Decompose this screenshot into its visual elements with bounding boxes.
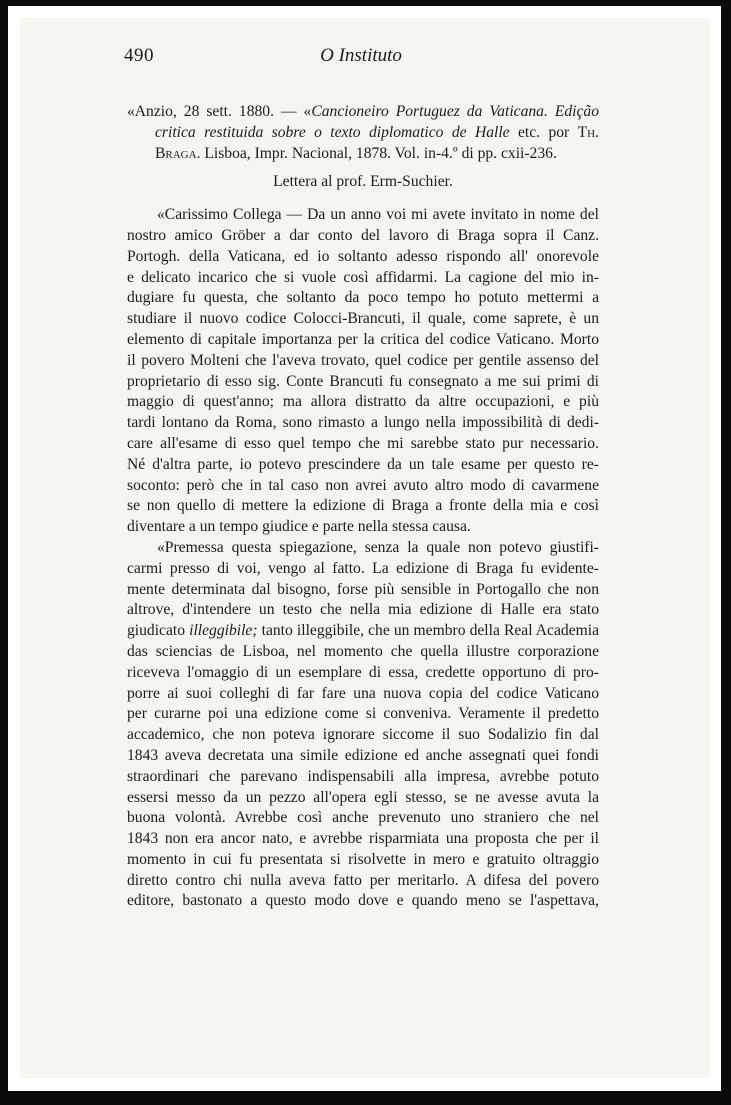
text-line: Portogh. della Vaticana, ed io soltanto adesso rispondo all' onorevole <box>127 247 599 265</box>
spacer <box>127 164 599 172</box>
text-line: nostro amico Gröber a dar conto del lavoro di Braga sopra il Canz. <box>127 226 599 244</box>
text-line: il povero Molteni che l'aveva trovato, quel codice per gentile assenso del <box>127 351 599 369</box>
page-number: 490 <box>124 45 154 66</box>
text-line: care all'esame di esso quel tempo che mi sarebbe stato pur necessario. <box>127 434 599 452</box>
reference-line <box>127 144 599 165</box>
page-header <box>124 45 598 75</box>
text-line: soconto: però che in tal caso non avrei avuto altro modo di cavarmene <box>127 476 599 494</box>
text-line: tardi lontano da Roma, sono rimasto a lungo nella impossibilità di dedi- <box>127 414 599 432</box>
text-line: carmi presso di voi, vengo al fatto. La edizione di Braga fu evidente- <box>127 559 599 577</box>
text-line <box>127 621 599 642</box>
text-line: elemento di capitale importanza per la critica del codice Vaticano. Morto <box>127 330 599 348</box>
text-line: per curarne poi una edizione come si conveniva. Veramente il predetto <box>127 705 599 723</box>
text-line: Né d'altra parte, io potevo prescindere da un tale esame per questo re- <box>127 455 599 473</box>
text-line: essersi messo da un pezzo all'opera egli stesso, se ne avesse avuta la <box>127 788 599 806</box>
text-line: altrove, d'intendere un testo che nella mia edizione di Halle era stato <box>127 601 599 619</box>
reference-block <box>127 102 599 164</box>
reference-line <box>127 102 599 123</box>
text-line: studiare il nuovo codice Colocci-Brancuti, il quale, come saprete, è un <box>127 310 599 328</box>
text-run: etc. por <box>509 123 578 141</box>
text-line: mente determinata dal bisogno, forse più sensible in Portogallo che non <box>127 580 599 598</box>
italic-text: illeggibile; <box>189 622 258 640</box>
italic-text: Cancioneiro Portuguez da Vaticana. Edição <box>311 103 600 120</box>
text-line: porre ai suoi colleghi di far fare una nuova copia del codice Vaticano <box>127 684 599 702</box>
text-line: diretto contro chi nulla aveva fatto per meritarlo. A difesa del povero <box>127 871 599 889</box>
italic-text: critica restituida sobre o texto diplomatico de Halle <box>155 123 510 141</box>
text-run: «Anzio, 28 sett. 1880. — « <box>127 103 312 120</box>
text-line: momento in cui fu presentata si risolvette in mero e gratuito oltraggio <box>127 850 599 868</box>
salutation: Lettera al prof. Erm-Suchier. <box>273 173 453 191</box>
text-line: 1843 aveva decretata una simile edizione ed anche assegnati quei fondi <box>127 746 599 764</box>
text-line: das sciencias de Lisboa, nel momento che quella illustre corporazione <box>127 642 599 660</box>
text-line: accademico, che non poteva ignorare siccome il suo Sodalizio fin dal <box>127 726 599 744</box>
spacer <box>127 193 599 205</box>
paragraph-2 <box>127 538 599 912</box>
text-line: se non quello di mettere la edizione di Braga a fronte della mia e così <box>127 497 599 515</box>
text-line: e delicato incarico che si vuole così affidarmi. La cagione del mio in- <box>127 268 599 286</box>
text-line: maggio di quest'anno; ma allora distratto da altre occupazioni, e più <box>127 393 599 411</box>
text-line: buona volontà. Avrebbe così anche prevenuto uno straniero che nel <box>127 809 599 827</box>
text-line: straordinari che parevano indispensabili alla impresa, avrebbe potuto <box>127 767 599 785</box>
text-line: riceveva l'omaggio di un esemplare di essa, credette opportuno di pro- <box>127 663 599 681</box>
body-text <box>127 102 599 912</box>
text-line: proprietario di esso sig. Conte Brancuti fu consegnato a me sui primi di <box>127 372 599 390</box>
reference-line <box>127 123 599 144</box>
text-line: «Premessa questa spiegazione, senza la quale non potevo giustifi- <box>157 538 599 556</box>
running-title: O Instituto <box>320 45 402 66</box>
text-line: 1843 non era ancor nato, e avrebbe risparmiata una proposta che per il <box>127 830 599 848</box>
text-line: diventare a un tempo giudice e parte nella stessa causa. <box>127 518 471 536</box>
text-run: tanto illeggibile, che un membro della Real Academia <box>257 622 599 640</box>
small-caps-text: Braga. <box>155 144 201 162</box>
text-run: giudicato <box>127 622 190 640</box>
paragraph-1 <box>127 205 599 538</box>
text-line: dugiare fu questa, che soltanto da poco tempo ho potuto mettermi a <box>127 289 599 307</box>
text-run: Lisboa, Impr. Nacional, 1878. Vol. in-4.º di pp. cxii-236. <box>200 144 557 162</box>
text-line: «Carissimo Collega — Da un anno voi mi avete invitato in nome del <box>157 206 599 224</box>
text-line: editore, bastonato a questo modo dove e quando meno se l'aspettava, <box>127 892 599 910</box>
small-caps-text: Th. <box>577 123 599 141</box>
